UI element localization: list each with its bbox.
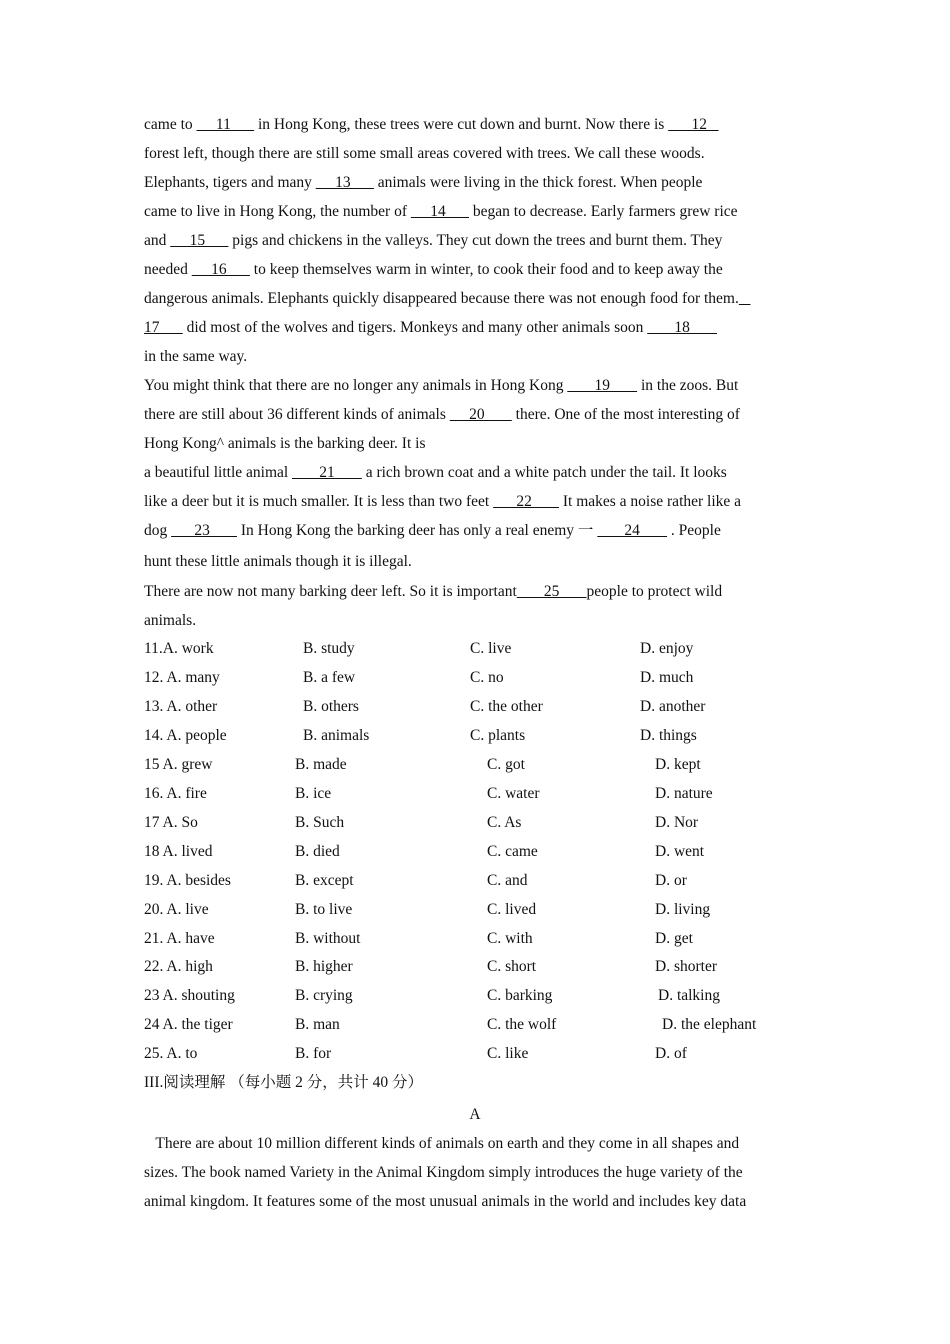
option-a: 16. A. fire bbox=[144, 784, 207, 802]
passage-text: there are still about 36 different kinds of animals bbox=[144, 406, 450, 423]
option-c: C. barking bbox=[487, 987, 553, 1005]
option-b: B. study bbox=[303, 640, 355, 657]
passage-line bbox=[144, 231, 722, 251]
reading-line: animal kingdom. It features some of the most unusual animals in the world and includes key data bbox=[144, 1193, 747, 1210]
option-c: C. like bbox=[487, 1045, 529, 1063]
option-d: D. shorter bbox=[655, 958, 717, 976]
option-a: 19. A. besides bbox=[144, 871, 231, 889]
option-c: C. no bbox=[470, 668, 504, 686]
passage-line bbox=[144, 434, 426, 454]
option-c: C. came bbox=[487, 842, 538, 860]
reading-line: sizes. The book named Variety in the Animal Kingdom simply introduces the huge variety of the bbox=[144, 1164, 743, 1181]
option-a: 17 A. So bbox=[144, 813, 198, 831]
option-c: C. plants bbox=[470, 726, 526, 744]
answer-blank: 15 bbox=[170, 232, 229, 249]
passage-text: like a deer but it is much smaller. It is less than two feet bbox=[144, 493, 494, 510]
passage-line bbox=[144, 463, 727, 483]
answer-blank: 18 bbox=[647, 319, 718, 336]
passage-line bbox=[144, 144, 705, 164]
option-d: D. talking bbox=[658, 987, 720, 1005]
option-b: B. animals bbox=[303, 726, 370, 744]
option-b: B. higher bbox=[295, 958, 353, 976]
option-a: 12. A. many bbox=[144, 668, 220, 686]
option-b: B. man bbox=[295, 1016, 340, 1034]
option-d: D. another bbox=[640, 697, 706, 715]
passage-text: animals. bbox=[144, 612, 197, 629]
answer-blank: 23 bbox=[171, 522, 237, 539]
section-heading: III.阅读理解 （每小题 2 分，共计 40 分） bbox=[144, 1074, 423, 1091]
option-b: B. died bbox=[295, 842, 340, 860]
passage-text: dangerous animals. Elephants quickly disappeared because there was not enough food for them. bbox=[144, 290, 739, 307]
option-d: D. things bbox=[640, 726, 697, 744]
passage-line bbox=[144, 318, 717, 338]
option-d: D. the elephant bbox=[662, 1016, 757, 1034]
passage-line bbox=[144, 376, 738, 396]
passage-text: It makes a noise rather like a bbox=[558, 493, 742, 510]
answer-blank: 25 bbox=[516, 583, 587, 600]
option-a: 21. A. have bbox=[144, 929, 215, 947]
passage-text: Elephants, tigers and many bbox=[144, 174, 316, 191]
option-c: C. got bbox=[487, 755, 525, 773]
option-b: B. Such bbox=[295, 813, 345, 831]
answer-blank: 22 bbox=[493, 493, 559, 510]
answer-blank: 14 bbox=[410, 203, 470, 220]
passage-line bbox=[144, 552, 412, 572]
passage-text: dog bbox=[144, 522, 172, 539]
answer-blank: 11 bbox=[196, 116, 255, 133]
option-a: 20. A. live bbox=[144, 900, 209, 918]
answer-blank: 17 bbox=[144, 319, 183, 336]
passage-text: . People bbox=[667, 522, 721, 539]
option-a: 18 A. lived bbox=[144, 842, 213, 860]
option-b: B. crying bbox=[295, 987, 353, 1005]
passage-text: pigs and chickens in the valleys. They cut down the trees and burnt them. They bbox=[228, 232, 723, 249]
passage-text: forest left, though there are still some small areas covered with trees. We call these woods. bbox=[144, 145, 705, 162]
passage-text: animals were living in the thick forest. When people bbox=[373, 174, 703, 191]
option-d: D. or bbox=[655, 871, 687, 889]
option-d: D. nature bbox=[655, 784, 713, 802]
option-a: 25. A. to bbox=[144, 1045, 198, 1063]
option-d: D. Nor bbox=[655, 813, 699, 831]
answer-blank: 20 bbox=[449, 406, 512, 423]
option-d: D. enjoy bbox=[640, 640, 694, 657]
option-c: C. water bbox=[487, 784, 540, 802]
passage-line bbox=[144, 521, 721, 541]
passage-line bbox=[144, 405, 740, 425]
passage-text: came to live in Hong Kong, the number of bbox=[144, 203, 411, 220]
answer-blank: 13 bbox=[315, 174, 374, 191]
passage-text: did most of the wolves and tigers. Monkeys and many other animals soon bbox=[182, 319, 648, 336]
option-d: D. get bbox=[655, 929, 693, 947]
answer-blank: 19 bbox=[567, 377, 638, 394]
passage-text: there. One of the most interesting of bbox=[511, 406, 740, 423]
option-b: B. except bbox=[295, 871, 354, 889]
option-c: C. lived bbox=[487, 900, 537, 918]
passage-text: in Hong Kong, these trees were cut down and burnt. Now there is bbox=[254, 116, 669, 133]
option-c: C. short bbox=[487, 958, 537, 976]
option-b: B. ice bbox=[295, 784, 332, 802]
option-d: D. of bbox=[655, 1045, 687, 1063]
option-b: B. made bbox=[295, 755, 347, 773]
option-c: C. the wolf bbox=[487, 1016, 557, 1034]
option-c: C. live bbox=[470, 640, 512, 657]
option-a: 13. A. other bbox=[144, 697, 218, 715]
option-c: C. the other bbox=[470, 697, 543, 715]
option-b: B. others bbox=[303, 697, 359, 715]
answer-blank: 12 bbox=[668, 116, 719, 133]
passage-text: to keep themselves warm in winter, to cook their food and to keep away the bbox=[249, 261, 723, 278]
passage-line bbox=[144, 582, 722, 602]
passage-text: Hong Kong^ animals is the barking deer. It is bbox=[144, 435, 426, 452]
passage-line bbox=[144, 347, 247, 367]
passage-line bbox=[144, 202, 738, 222]
passage-text: and bbox=[144, 232, 171, 249]
passage-text: came to bbox=[144, 116, 197, 133]
option-a: 24 A. the tiger bbox=[144, 1016, 233, 1034]
passage-text: There are now not many barking deer left. So it is important bbox=[144, 583, 517, 600]
section-letter: A bbox=[469, 1106, 481, 1123]
answer-blank: 21 bbox=[292, 464, 362, 481]
option-d: D. went bbox=[655, 842, 705, 860]
answer-blank: 24 bbox=[597, 522, 668, 539]
passage-line bbox=[144, 115, 719, 135]
answer-blank: 16 bbox=[191, 261, 250, 278]
passage-text: a beautiful little animal bbox=[144, 464, 293, 481]
option-a: 11.A. work bbox=[144, 640, 214, 657]
passage-text: hunt these little animals though it is illegal. bbox=[144, 553, 412, 570]
option-a: 23 A. shouting bbox=[144, 987, 235, 1005]
option-d: D. kept bbox=[655, 755, 701, 773]
passage-text: In Hong Kong the barking deer has only a real enemy 一 bbox=[237, 522, 598, 539]
passage-text: people to protect wild bbox=[586, 583, 723, 600]
passage-text: in the zoos. But bbox=[637, 377, 739, 394]
option-a: 22. A. high bbox=[144, 958, 213, 976]
option-c: C. and bbox=[487, 871, 528, 889]
reading-line: There are about 10 million different kinds of animals on earth and they come in all shapes and bbox=[144, 1135, 740, 1152]
option-d: D. living bbox=[655, 900, 711, 918]
passage-text: in the same way. bbox=[144, 348, 248, 365]
option-c: C. with bbox=[487, 929, 533, 947]
option-d: D. much bbox=[640, 668, 694, 686]
option-b: B. without bbox=[295, 929, 361, 947]
passage-line bbox=[144, 611, 196, 631]
passage-text: You might think that there are no longer any animals in Hong Kong bbox=[144, 377, 568, 394]
passage-text: needed bbox=[144, 261, 192, 278]
passage-line bbox=[144, 260, 723, 280]
option-a: 14. A. people bbox=[144, 726, 227, 744]
option-b: B. to live bbox=[295, 900, 353, 918]
option-a: 15 A. grew bbox=[144, 755, 213, 773]
option-b: B. a few bbox=[303, 668, 356, 686]
passage-line bbox=[144, 173, 702, 193]
passage-line bbox=[144, 289, 750, 309]
passage-text: a rich brown coat and a white patch under the tail. It looks bbox=[361, 464, 727, 481]
answer-blank bbox=[739, 290, 751, 307]
option-b: B. for bbox=[295, 1045, 332, 1063]
option-c: C. As bbox=[487, 813, 522, 831]
passage-text: began to decrease. Early farmers grew rice bbox=[469, 203, 738, 220]
passage-line bbox=[144, 492, 741, 512]
